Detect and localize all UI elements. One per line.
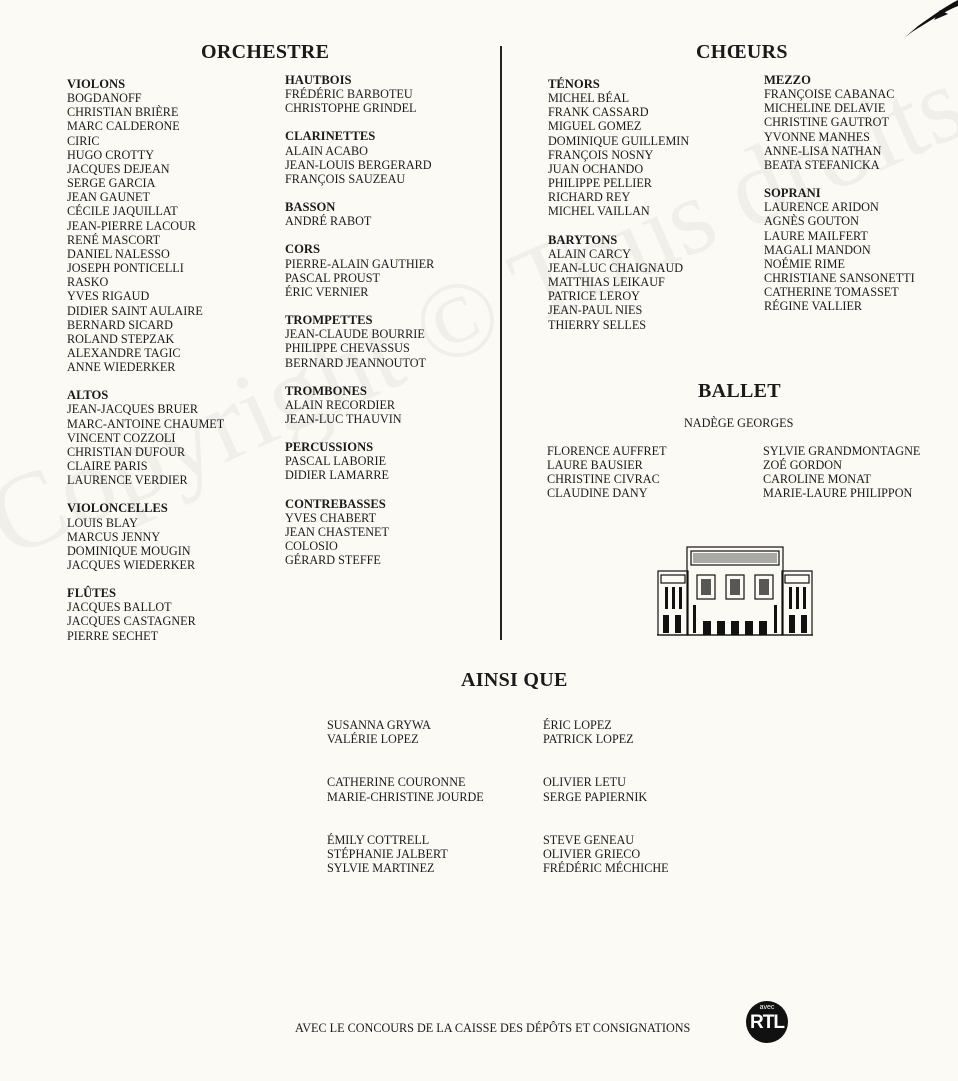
member-name: CLAIRE PARIS <box>67 459 148 474</box>
member-name: SUSANNA GRYWA <box>327 718 431 732</box>
member-name: ÉRIC LOPEZ <box>543 718 612 732</box>
member-name: CAROLINE MONAT <box>763 472 871 487</box>
member-name: YVONNE MANHES <box>764 129 870 144</box>
member-name: RICHARD REY <box>548 190 631 205</box>
section-title: FLÛTES <box>67 586 116 601</box>
member-name: CATHERINE TOMASSET <box>764 285 899 300</box>
member-name: MARC-ANTOINE CHAUMET <box>67 416 225 431</box>
member-name: CHRISTOPHE GRINDEL <box>285 101 417 116</box>
member-name: DOMINIQUE GUILLEMIN <box>548 133 690 148</box>
name-group <box>327 775 484 803</box>
member-name: PHILIPPE PELLIER <box>548 176 652 191</box>
choeurs-column-2 <box>764 73 915 328</box>
section <box>285 313 434 370</box>
member-name: ANDRÉ RABOT <box>285 214 372 229</box>
member-name: DOMINIQUE MOUGIN <box>67 543 191 558</box>
member-name: JUAN OCHANDO <box>548 161 644 176</box>
member-name: CHRISTINE CIVRAC <box>547 472 660 487</box>
member-name: YVES CHABERT <box>285 510 377 525</box>
member-name: MICHELINE DELAVIE <box>764 101 886 116</box>
member-name: STÉPHANIE JALBERT <box>327 847 448 862</box>
member-name: MARC CALDERONE <box>67 119 180 134</box>
member-name: PATRICK LOPEZ <box>543 732 634 747</box>
member-name: HUGO CROTTY <box>67 147 155 162</box>
section-title: ALTOS <box>67 388 109 403</box>
member-name: AGNÈS GOUTON <box>764 214 859 229</box>
ainsi-que-title: AINSI QUE <box>461 669 568 691</box>
member-name: MARIE-CHRISTINE JOURDE <box>327 789 484 804</box>
member-name: CIRIC <box>67 133 100 148</box>
section-title: BASSON <box>285 200 336 215</box>
section <box>67 77 224 374</box>
ainsi-que-column-1 <box>327 718 484 904</box>
section-title: VIOLONS <box>67 77 126 91</box>
section <box>285 129 434 186</box>
member-name: FRANÇOIS NOSNY <box>548 147 654 162</box>
ballet-column-2 <box>763 444 920 501</box>
member-name: CHRISTIANE SANSONETTI <box>764 271 915 286</box>
member-name: CHRISTIAN BRIÈRE <box>67 105 179 120</box>
name-group <box>543 718 669 746</box>
member-name: RÉGINE VALLIER <box>764 299 863 314</box>
section <box>67 388 224 487</box>
member-name: PHILIPPE CHEVASSUS <box>285 341 410 356</box>
member-name: SYLVIE MARTINEZ <box>327 861 435 876</box>
section <box>285 497 434 568</box>
member-name: ALAIN CARCY <box>548 246 631 261</box>
member-name: LAURENCE VERDIER <box>67 473 188 488</box>
member-name: LAURE BAUSIER <box>547 458 643 473</box>
section <box>285 200 434 228</box>
name-group <box>327 718 484 746</box>
member-name: SERGE PAPIERNIK <box>543 789 648 804</box>
section-title: CONTREBASSES <box>285 496 386 511</box>
member-name: SYLVIE GRANDMONTAGNE <box>763 444 921 458</box>
member-name: FRÉDÉRIC MÉCHICHE <box>543 861 669 876</box>
member-name: LOUIS BLAY <box>67 515 138 530</box>
member-name: ÉRIC VERNIER <box>285 284 369 299</box>
section-title: TROMBONES <box>285 383 367 398</box>
member-name: ROLAND STEPZAK <box>67 331 175 346</box>
section <box>285 440 434 482</box>
member-name: PASCAL PROUST <box>285 270 380 285</box>
member-name: MICHEL BÉAL <box>548 91 630 106</box>
member-name: FRANÇOIS SAUZEAU <box>285 171 406 186</box>
member-name: NOÉMIE RIME <box>764 256 845 271</box>
section-title: SOPRANI <box>764 186 821 201</box>
section-title: CORS <box>285 242 320 257</box>
ballet-lead: NADÈGE GEORGES <box>684 416 794 430</box>
section <box>285 384 434 426</box>
section <box>285 242 434 299</box>
ainsi-que-column-2 <box>543 718 669 904</box>
ballet-title: BALLET <box>698 380 781 402</box>
member-name: THIERRY SELLES <box>548 317 647 332</box>
member-name: BOGDANOFF <box>67 91 142 106</box>
name-group <box>327 833 484 876</box>
member-name: JEAN-PAUL NIES <box>548 303 643 318</box>
member-name: RENÉ MASCORT <box>67 232 161 247</box>
section-title: TROMPETTES <box>285 313 373 328</box>
member-name: ÉMILY COTTRELL <box>327 832 430 847</box>
member-name: MATTHIAS LEIKAUF <box>548 275 665 290</box>
orchestre-title: ORCHESTRE <box>201 41 330 63</box>
member-name: VINCENT COZZOLI <box>67 430 176 445</box>
section <box>285 73 434 115</box>
member-name: CÉCILE JAQUILLAT <box>67 204 178 219</box>
member-name: ALEXANDRE TAGIC <box>67 345 181 360</box>
member-name: CHRISTINE GAUTROT <box>764 115 889 130</box>
rtl-logo-avec: avec <box>759 1004 775 1011</box>
choeurs-column-1 <box>548 77 689 346</box>
section-title: HAUTBOIS <box>285 73 352 87</box>
member-name: SERGE GARCIA <box>67 176 156 191</box>
section-title: CLARINETTES <box>285 129 376 144</box>
section <box>548 77 689 219</box>
member-name: ALAIN ACABO <box>285 143 368 158</box>
member-name: CATHERINE COURONNE <box>327 775 466 790</box>
member-name: JACQUES WIEDERKER <box>67 558 196 572</box>
column-divider <box>500 46 502 640</box>
member-name: JEAN-CLAUDE BOURRIE <box>285 327 425 342</box>
member-name: ANNE-LISA NATHAN <box>764 143 882 158</box>
member-name: JEAN GAUNET <box>67 190 150 205</box>
member-name: CHRISTIAN DUFOUR <box>67 444 186 459</box>
ballet-column-1 <box>547 444 667 501</box>
member-name: JEAN-LUC CHAIGNAUD <box>548 260 684 275</box>
member-name: OLIVIER GRIECO <box>543 847 641 862</box>
member-name: JACQUES CASTAGNER <box>67 614 196 629</box>
member-name: LAURE MAILFERT <box>764 228 868 243</box>
orchestre-column-2 <box>285 73 434 581</box>
section <box>764 73 915 172</box>
member-name: BERNARD JEANNOUTOT <box>285 355 426 370</box>
member-name: MARIE-LAURE PHILIPPON <box>763 486 913 501</box>
member-name: RASKO <box>67 275 109 290</box>
member-name: ANNE WIEDERKER <box>67 360 176 375</box>
member-name: PASCAL LABORIE <box>285 454 387 469</box>
section <box>67 501 224 572</box>
member-name: JEAN-LOUIS BERGERARD <box>285 157 432 172</box>
page-corner-mark <box>888 0 958 44</box>
member-name: BERNARD SICARD <box>67 317 173 332</box>
footer-credit: AVEC LE CONCOURS DE LA CAISSE DES DÉPÔTS ET CONSIGNATIONS <box>295 1021 691 1035</box>
member-name: JEAN-PIERRE LACOUR <box>67 218 196 233</box>
member-name: ZOÉ GORDON <box>763 458 842 473</box>
section-title: BARYTONS <box>548 232 618 247</box>
member-name: GÉRARD STEFFE <box>285 553 381 568</box>
member-name: JACQUES DEJEAN <box>67 161 170 176</box>
member-name: JEAN CHASTENET <box>285 524 389 539</box>
member-name: MARCUS JENNY <box>67 529 161 544</box>
section-title: MEZZO <box>764 73 811 87</box>
member-name: COLOSIO <box>285 539 338 554</box>
section-title: TÉNORS <box>548 77 600 91</box>
member-name: PATRICE LEROY <box>548 289 640 304</box>
choeurs-title: CHŒURS <box>696 41 788 63</box>
member-name: MIGUEL GOMEZ <box>548 119 642 134</box>
member-name: CLAUDINE DANY <box>547 486 648 501</box>
member-name: MAGALI MANDON <box>764 242 871 257</box>
member-name: OLIVIER LETU <box>543 775 626 790</box>
section <box>548 233 689 332</box>
member-name: STEVE GENEAU <box>543 832 635 847</box>
section-title: PERCUSSIONS <box>285 440 374 455</box>
member-name: PIERRE SECHET <box>67 628 159 643</box>
member-name: DIDIER SAINT AULAIRE <box>67 303 203 318</box>
section <box>764 186 915 313</box>
theatre-building-illustration <box>657 545 813 637</box>
member-name: JOSEPH PONTICELLI <box>67 261 184 276</box>
name-group <box>543 833 669 876</box>
member-name: DANIEL NALESSO <box>67 246 170 261</box>
section-title: VIOLONCELLES <box>67 501 168 516</box>
section <box>67 586 224 643</box>
member-name: JEAN-LUC THAUVIN <box>285 411 402 426</box>
member-name: YVES RIGAUD <box>67 289 150 304</box>
member-name: LAURENCE ARIDON <box>764 200 879 215</box>
member-name: PIERRE-ALAIN GAUTHIER <box>285 256 435 271</box>
member-name: VALÉRIE LOPEZ <box>327 732 419 747</box>
rtl-logo <box>746 1001 788 1043</box>
member-name: MICHEL VAILLAN <box>548 204 650 219</box>
member-name: FRÉDÉRIC BARBOTEU <box>285 87 413 102</box>
member-name: FLORENCE AUFFRET <box>547 444 667 458</box>
member-name: JACQUES BALLOT <box>67 600 172 615</box>
member-name: JEAN-JACQUES BRUER <box>67 402 199 417</box>
orchestre-column-1 <box>67 77 224 657</box>
member-name: FRANK CASSARD <box>548 105 649 120</box>
member-name: FRANÇOISE CABANAC <box>764 87 895 102</box>
name-group <box>543 775 669 803</box>
member-name: DIDIER LAMARRE <box>285 468 389 483</box>
member-name: ALAIN RECORDIER <box>285 397 396 412</box>
member-name: BEATA STEFANICKA <box>764 157 880 172</box>
rtl-logo-text: RTL <box>750 1012 784 1033</box>
